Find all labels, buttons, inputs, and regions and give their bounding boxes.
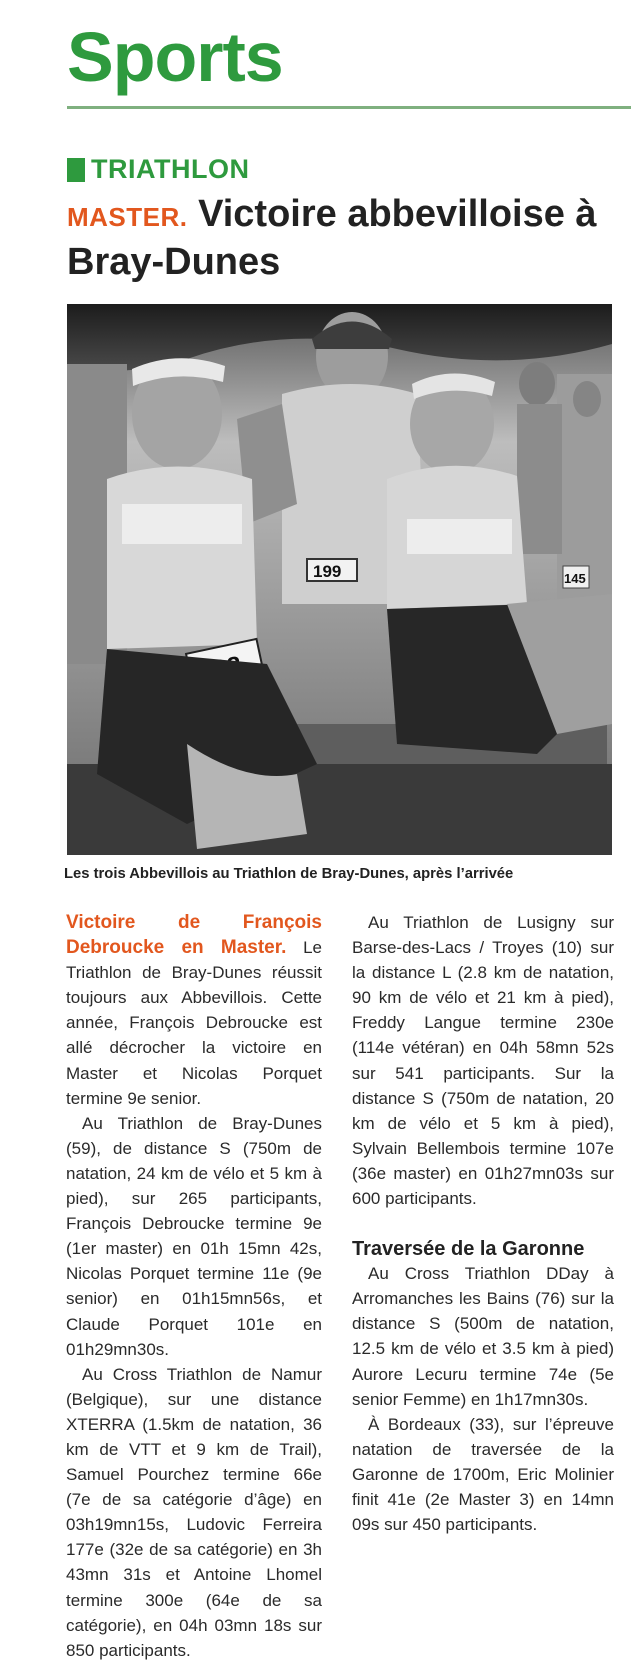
- photo-caption: Les trois Abbevillois au Triathlon de Bray-Dunes, après l’arrivée: [64, 866, 514, 882]
- article-paragraph: Au Cross Triathlon de Namur (Belgique), sur une distance XTERRA (1.5km de natation, 36 km de VTT et 9 km de Trail), Samuel Pourchez termine 66e (7e de sa catégorie d’âge) en 03h19mn15s, Ludovic Ferreira 177e (32e de sa catégorie) en 3h 43mn 31s et Antoine Lhomel termine 300e (64e de sa catégorie), en 04h 03mn 18s sur 850 participants.: [66, 1364, 322, 1660]
- article-paragraph: Au Triathlon de Lusigny sur Barse-des-Lacs / Troyes (10) sur la distance L (2.8 km de natation, 90 km de vélo et 21 km à pied), Freddy Langue termine 230e (114e vétéran) en 04h 58mn 52s sur 541 participants. Sur la distance S (750m de natation, 20 km de vélo et 5 km à pied), Sylvain Bellembois termine 107e (36e master) en 01h27mn03s sur 600 participants.: [352, 913, 614, 1209]
- bib-number-199: 199: [313, 562, 342, 581]
- triathletes-photo-illustration: [67, 304, 612, 855]
- kicker-label: TRIATHLON: [91, 154, 250, 184]
- article-paragraph: Au Cross Triathlon DDay à Arromanches les Bains (76) sur la distance S (500m de natation, 12.5 km de vélo et 3.5 km à pied) Aurore Lecuru termine 74e (5e senior Femme) en 1h17mn30s.: [352, 1264, 614, 1409]
- article-paragraph: Au Triathlon de Bray-Dunes (59), de distance S (750m de natation, 24 km de vélo et 5 km à pied), sur 265 participants, François Debroucke termine 9e (1er master) en 01h 15mn 42s, Nicolas Porquet termine 11e (9e senior) en 01h15mn56s, et Claude Porquet 101e en 01h29mn30s.: [66, 1113, 322, 1359]
- article-paragraph: [66, 910, 322, 1111]
- article-photo: [67, 304, 612, 855]
- section-title: Sports: [67, 18, 283, 96]
- bib-number-145: 145: [564, 571, 586, 586]
- article-headline: [67, 192, 627, 285]
- headline-tag: MASTER.: [67, 202, 188, 232]
- section-divider: [67, 106, 631, 109]
- article-paragraph: À Bordeaux (33), sur l’épreuve natation de traversée de la Garonne de 1700m, Eric Molinier finit 41e (2e Master 3) en 14mn 09s sur 450 participants.: [352, 1414, 614, 1535]
- article-lead: Victoire de François Debroucke en Master.: [66, 912, 322, 959]
- kicker-square-icon: [67, 158, 85, 182]
- article-subhead: Traversée de la Garonne: [352, 1238, 585, 1261]
- paragraph-text: Le Triathlon de Bray-Dunes réussit toujours aux Abbevillois. Cette année, François Debroucke est allé décrocher la victoire en Master et Nicolas Porquet termine 9e senior.: [66, 938, 322, 1108]
- article-column-left: [66, 910, 322, 1663]
- headline-text: Victoire abbevilloise à Bray-Dunes: [67, 193, 597, 283]
- article-kicker: [67, 154, 249, 185]
- article-column-right: [352, 910, 614, 1537]
